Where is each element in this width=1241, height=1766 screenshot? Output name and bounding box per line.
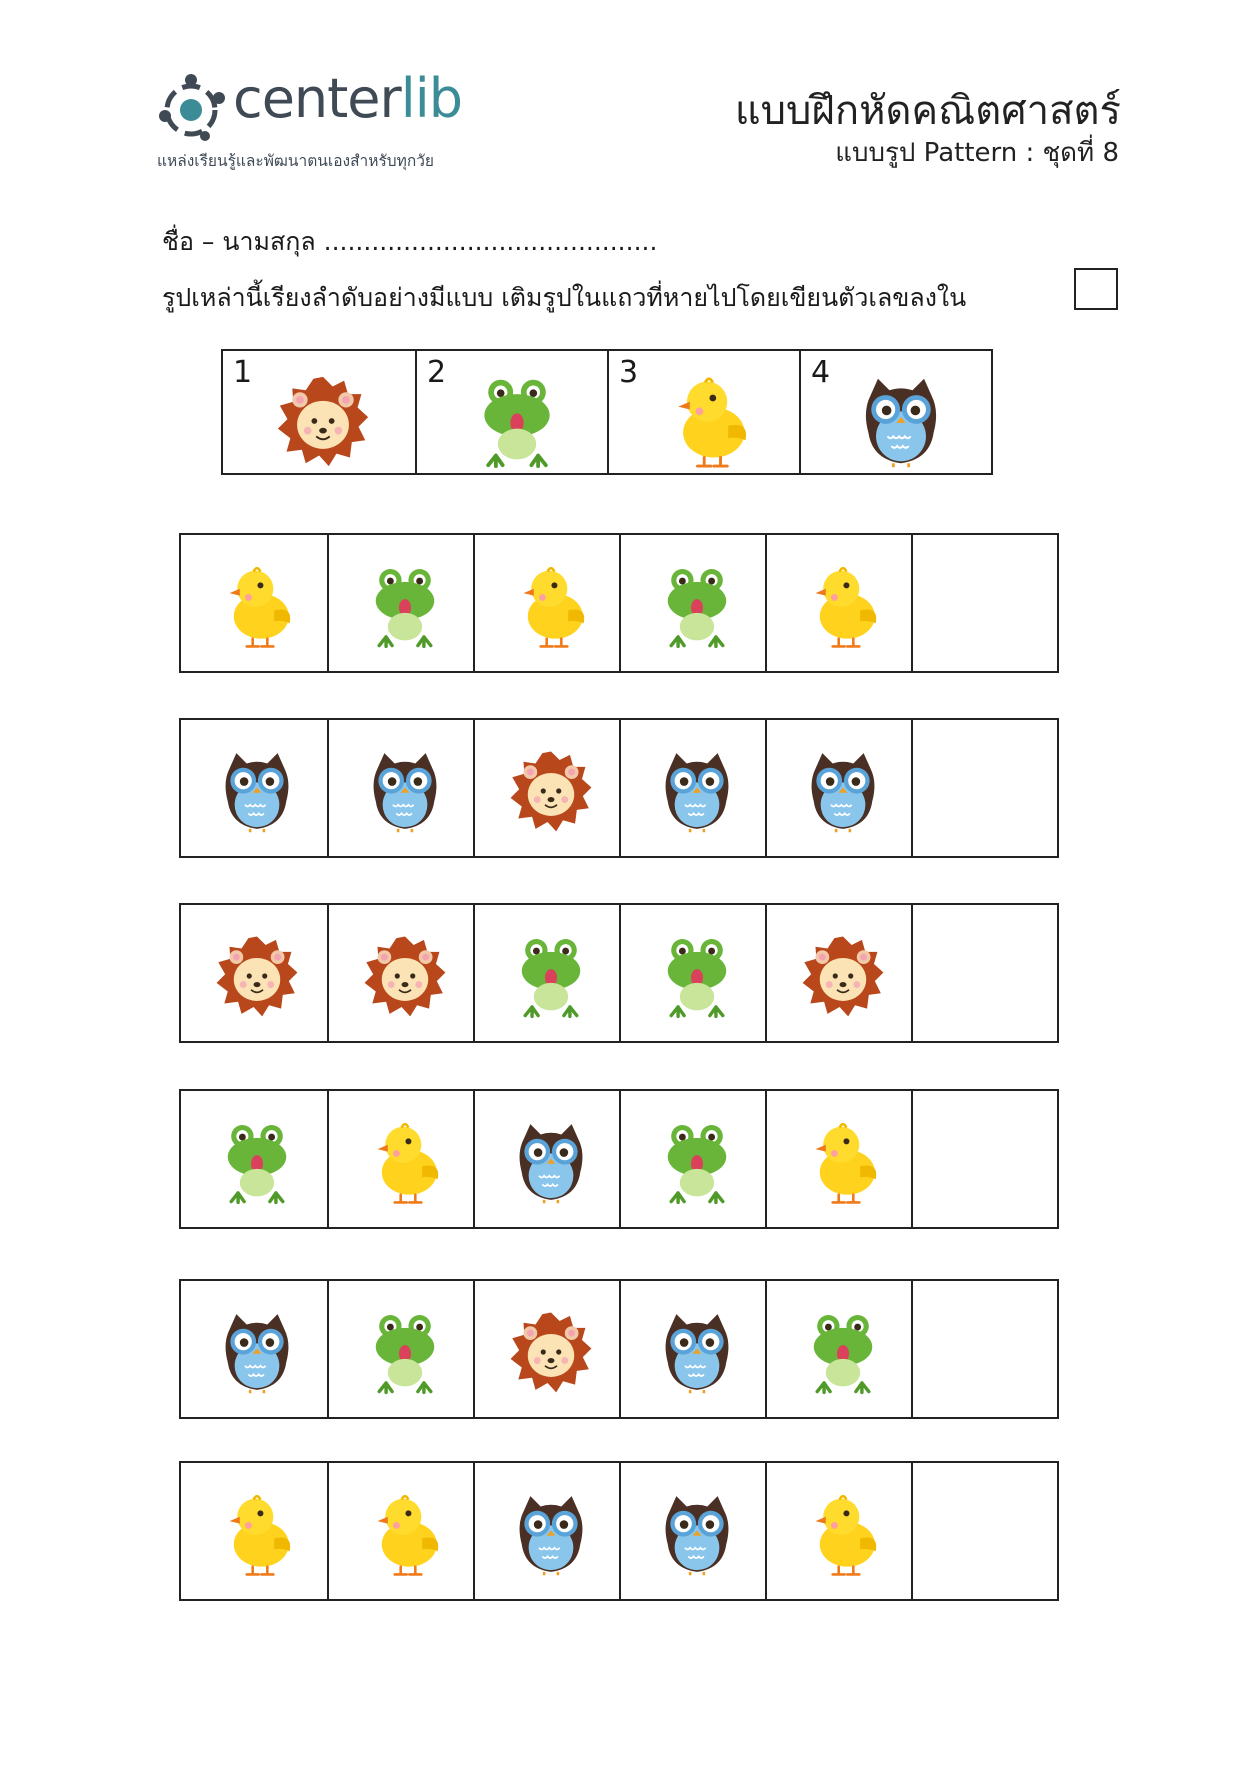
pattern-cell — [327, 535, 473, 671]
chick-icon — [800, 563, 886, 649]
lion-icon — [214, 933, 300, 1019]
lion-icon — [800, 933, 886, 1019]
chick-icon — [800, 1119, 886, 1205]
pattern-cell — [181, 720, 327, 856]
logo-tagline: แหล่งเรียนรู้และพัฒนาตนเองสำหรับทุกวัย — [157, 152, 435, 170]
owl-icon — [654, 1491, 740, 1577]
pattern-cell — [619, 1281, 765, 1417]
lion-icon — [275, 373, 371, 469]
pattern-cell — [619, 535, 765, 671]
pattern-cell — [765, 535, 911, 671]
instruction-text: รูปเหล่านี้เรียงลำดับอย่างมีแบบ เติมรูปในแถวที่หายไปโดยเขียนตัวเลขลงใน — [162, 283, 967, 312]
frog-icon — [362, 1309, 448, 1395]
pattern-cell — [619, 905, 765, 1041]
pattern-cell — [765, 720, 911, 856]
centerlib-logo — [155, 68, 495, 178]
blank-answer-cell[interactable] — [911, 1091, 1057, 1227]
chick-icon — [661, 373, 757, 469]
pattern-cell — [619, 1091, 765, 1227]
pattern-row-1 — [179, 533, 1059, 673]
frog-icon — [654, 1119, 740, 1205]
pattern-row-2 — [179, 718, 1059, 858]
logo-mark-icon — [155, 68, 235, 148]
owl-icon — [508, 1491, 594, 1577]
pattern-row-3 — [179, 903, 1059, 1043]
pattern-cell — [473, 905, 619, 1041]
pattern-cell — [473, 535, 619, 671]
frog-icon — [214, 1119, 300, 1205]
pattern-row-5 — [179, 1279, 1059, 1419]
frog-icon — [469, 373, 565, 469]
lion-icon — [508, 748, 594, 834]
page-subtitle: แบบรูป Pattern : ชุดที่ 8 — [835, 138, 1119, 168]
owl-icon — [362, 748, 448, 834]
owl-icon — [853, 373, 949, 469]
lion-icon — [508, 1309, 594, 1395]
brand-name-part1: center — [233, 67, 401, 130]
pattern-cell — [181, 1463, 327, 1599]
pattern-row-4 — [179, 1089, 1059, 1229]
pattern-cell — [327, 1463, 473, 1599]
owl-icon — [214, 748, 300, 834]
chick-icon — [362, 1491, 448, 1577]
blank-answer-cell[interactable] — [911, 535, 1057, 671]
answer-box-example — [1074, 268, 1118, 310]
pattern-cell — [181, 905, 327, 1041]
pattern-cell — [765, 1091, 911, 1227]
owl-icon — [654, 1309, 740, 1395]
chick-icon — [362, 1119, 448, 1205]
blank-answer-cell[interactable] — [911, 1463, 1057, 1599]
name-line: ชื่อ – นามสกุล .......................................... — [162, 227, 658, 256]
key-cell-2 — [415, 351, 607, 473]
chick-icon — [508, 563, 594, 649]
key-number: 4 — [811, 355, 831, 390]
owl-icon — [654, 748, 740, 834]
pattern-cell — [327, 720, 473, 856]
key-cell-4 — [799, 351, 991, 473]
blank-answer-cell[interactable] — [911, 1281, 1057, 1417]
chick-icon — [214, 563, 300, 649]
frog-icon — [654, 563, 740, 649]
frog-icon — [800, 1309, 886, 1395]
owl-icon — [214, 1309, 300, 1395]
pattern-cell — [327, 1091, 473, 1227]
lion-icon — [362, 933, 448, 1019]
owl-icon — [800, 748, 886, 834]
frog-icon — [654, 933, 740, 1019]
pattern-cell — [765, 905, 911, 1041]
key-number: 3 — [619, 355, 639, 390]
pattern-row-6 — [179, 1461, 1059, 1601]
blank-answer-cell[interactable] — [911, 905, 1057, 1041]
chick-icon — [800, 1491, 886, 1577]
pattern-cell — [473, 1091, 619, 1227]
pattern-cell — [765, 1281, 911, 1417]
pattern-cell — [765, 1463, 911, 1599]
pattern-cell — [327, 905, 473, 1041]
key-number: 2 — [427, 355, 447, 390]
key-cell-3 — [607, 351, 799, 473]
page-title: แบบฝึกหัดคณิตศาสตร์ — [734, 88, 1121, 134]
blank-answer-cell[interactable] — [911, 720, 1057, 856]
pattern-cell — [181, 1281, 327, 1417]
chick-icon — [214, 1491, 300, 1577]
pattern-cell — [181, 535, 327, 671]
pattern-cell — [473, 720, 619, 856]
pattern-cell — [327, 1281, 473, 1417]
pattern-cell — [473, 1463, 619, 1599]
pattern-cell — [473, 1281, 619, 1417]
pattern-cell — [181, 1091, 327, 1227]
frog-icon — [362, 563, 448, 649]
owl-icon — [508, 1119, 594, 1205]
key-cell-1 — [223, 351, 415, 473]
key-number: 1 — [233, 355, 253, 390]
pattern-cell — [619, 720, 765, 856]
frog-icon — [508, 933, 594, 1019]
brand-name-part2: lib — [400, 67, 463, 130]
animal-key-table — [221, 349, 993, 475]
pattern-cell — [619, 1463, 765, 1599]
brand-name — [233, 67, 463, 130]
